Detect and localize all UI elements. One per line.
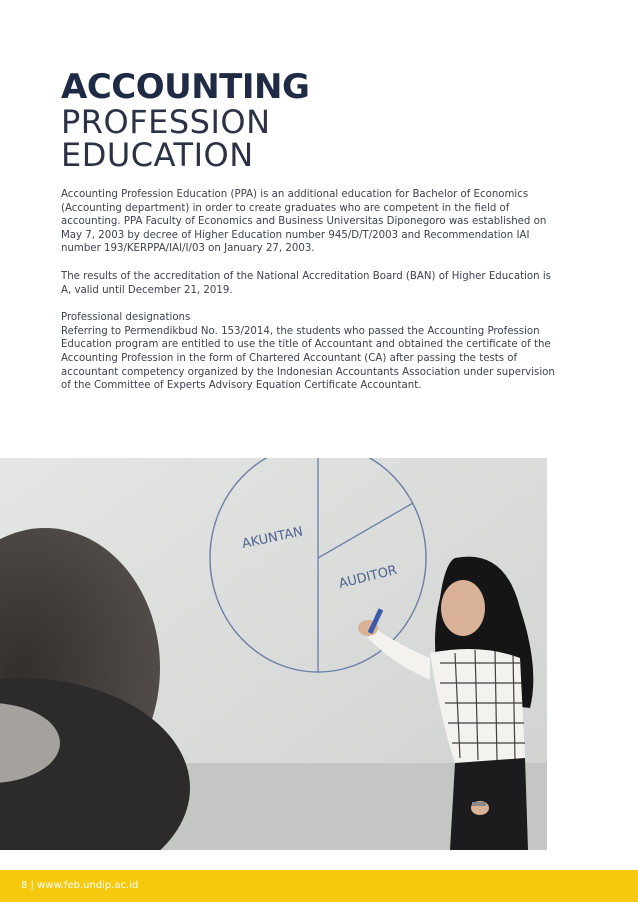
accreditation-paragraph: The results of the accreditation of the National Accreditation Board (BAN) of Higher Education is A, valid until December 21, 2019. (61, 270, 551, 296)
body-text (61, 188, 561, 393)
title-line-profession: PROFESSION (61, 103, 271, 141)
website-link[interactable]: www.feb.undip.ac.id (37, 880, 139, 891)
whiteboard-word-auditor: AUDITOR (337, 562, 399, 592)
designations-paragraph: Referring to Permendikbud No. 153/2014, the students who passed the Accounting Profession Education program are entitled to use the title of Accountant and obtained the certificate of the Accounting Profession in the form of Chartered Accountant (CA) after passing the tests of accountant competency organized by the Indonesian Accountants Association under supervision of the Committee of Experts Advisory Equation Certificate Accountant. (61, 325, 555, 392)
footer-separator: | (27, 880, 38, 891)
designations-subtitle: Professional designations (61, 312, 191, 324)
page-number: 8 (21, 880, 28, 891)
footer-text (21, 880, 138, 891)
whiteboard-word-akuntan: AKUNTAN (240, 524, 305, 552)
page-title (61, 68, 309, 172)
classroom-photo (0, 458, 547, 850)
title-line-education: EDUCATION (61, 136, 254, 174)
intro-paragraph: Accounting Profession Education (PPA) is an additional education for Bachelor of Economics (Accounting department) in order to create graduates who are competent in the field of accounting. PPA Faculty of Economics and Business Universitas Diponegoro was established on May 7, 2003 by decree of Higher Education number 945/D/T/2003 and Recommendation IAI number 193/KERPPA/IAI/I/03 on January 27, 2003. (61, 189, 547, 255)
classroom-illustration (0, 458, 547, 850)
title-line-accounting: ACCOUNTING (61, 67, 310, 107)
